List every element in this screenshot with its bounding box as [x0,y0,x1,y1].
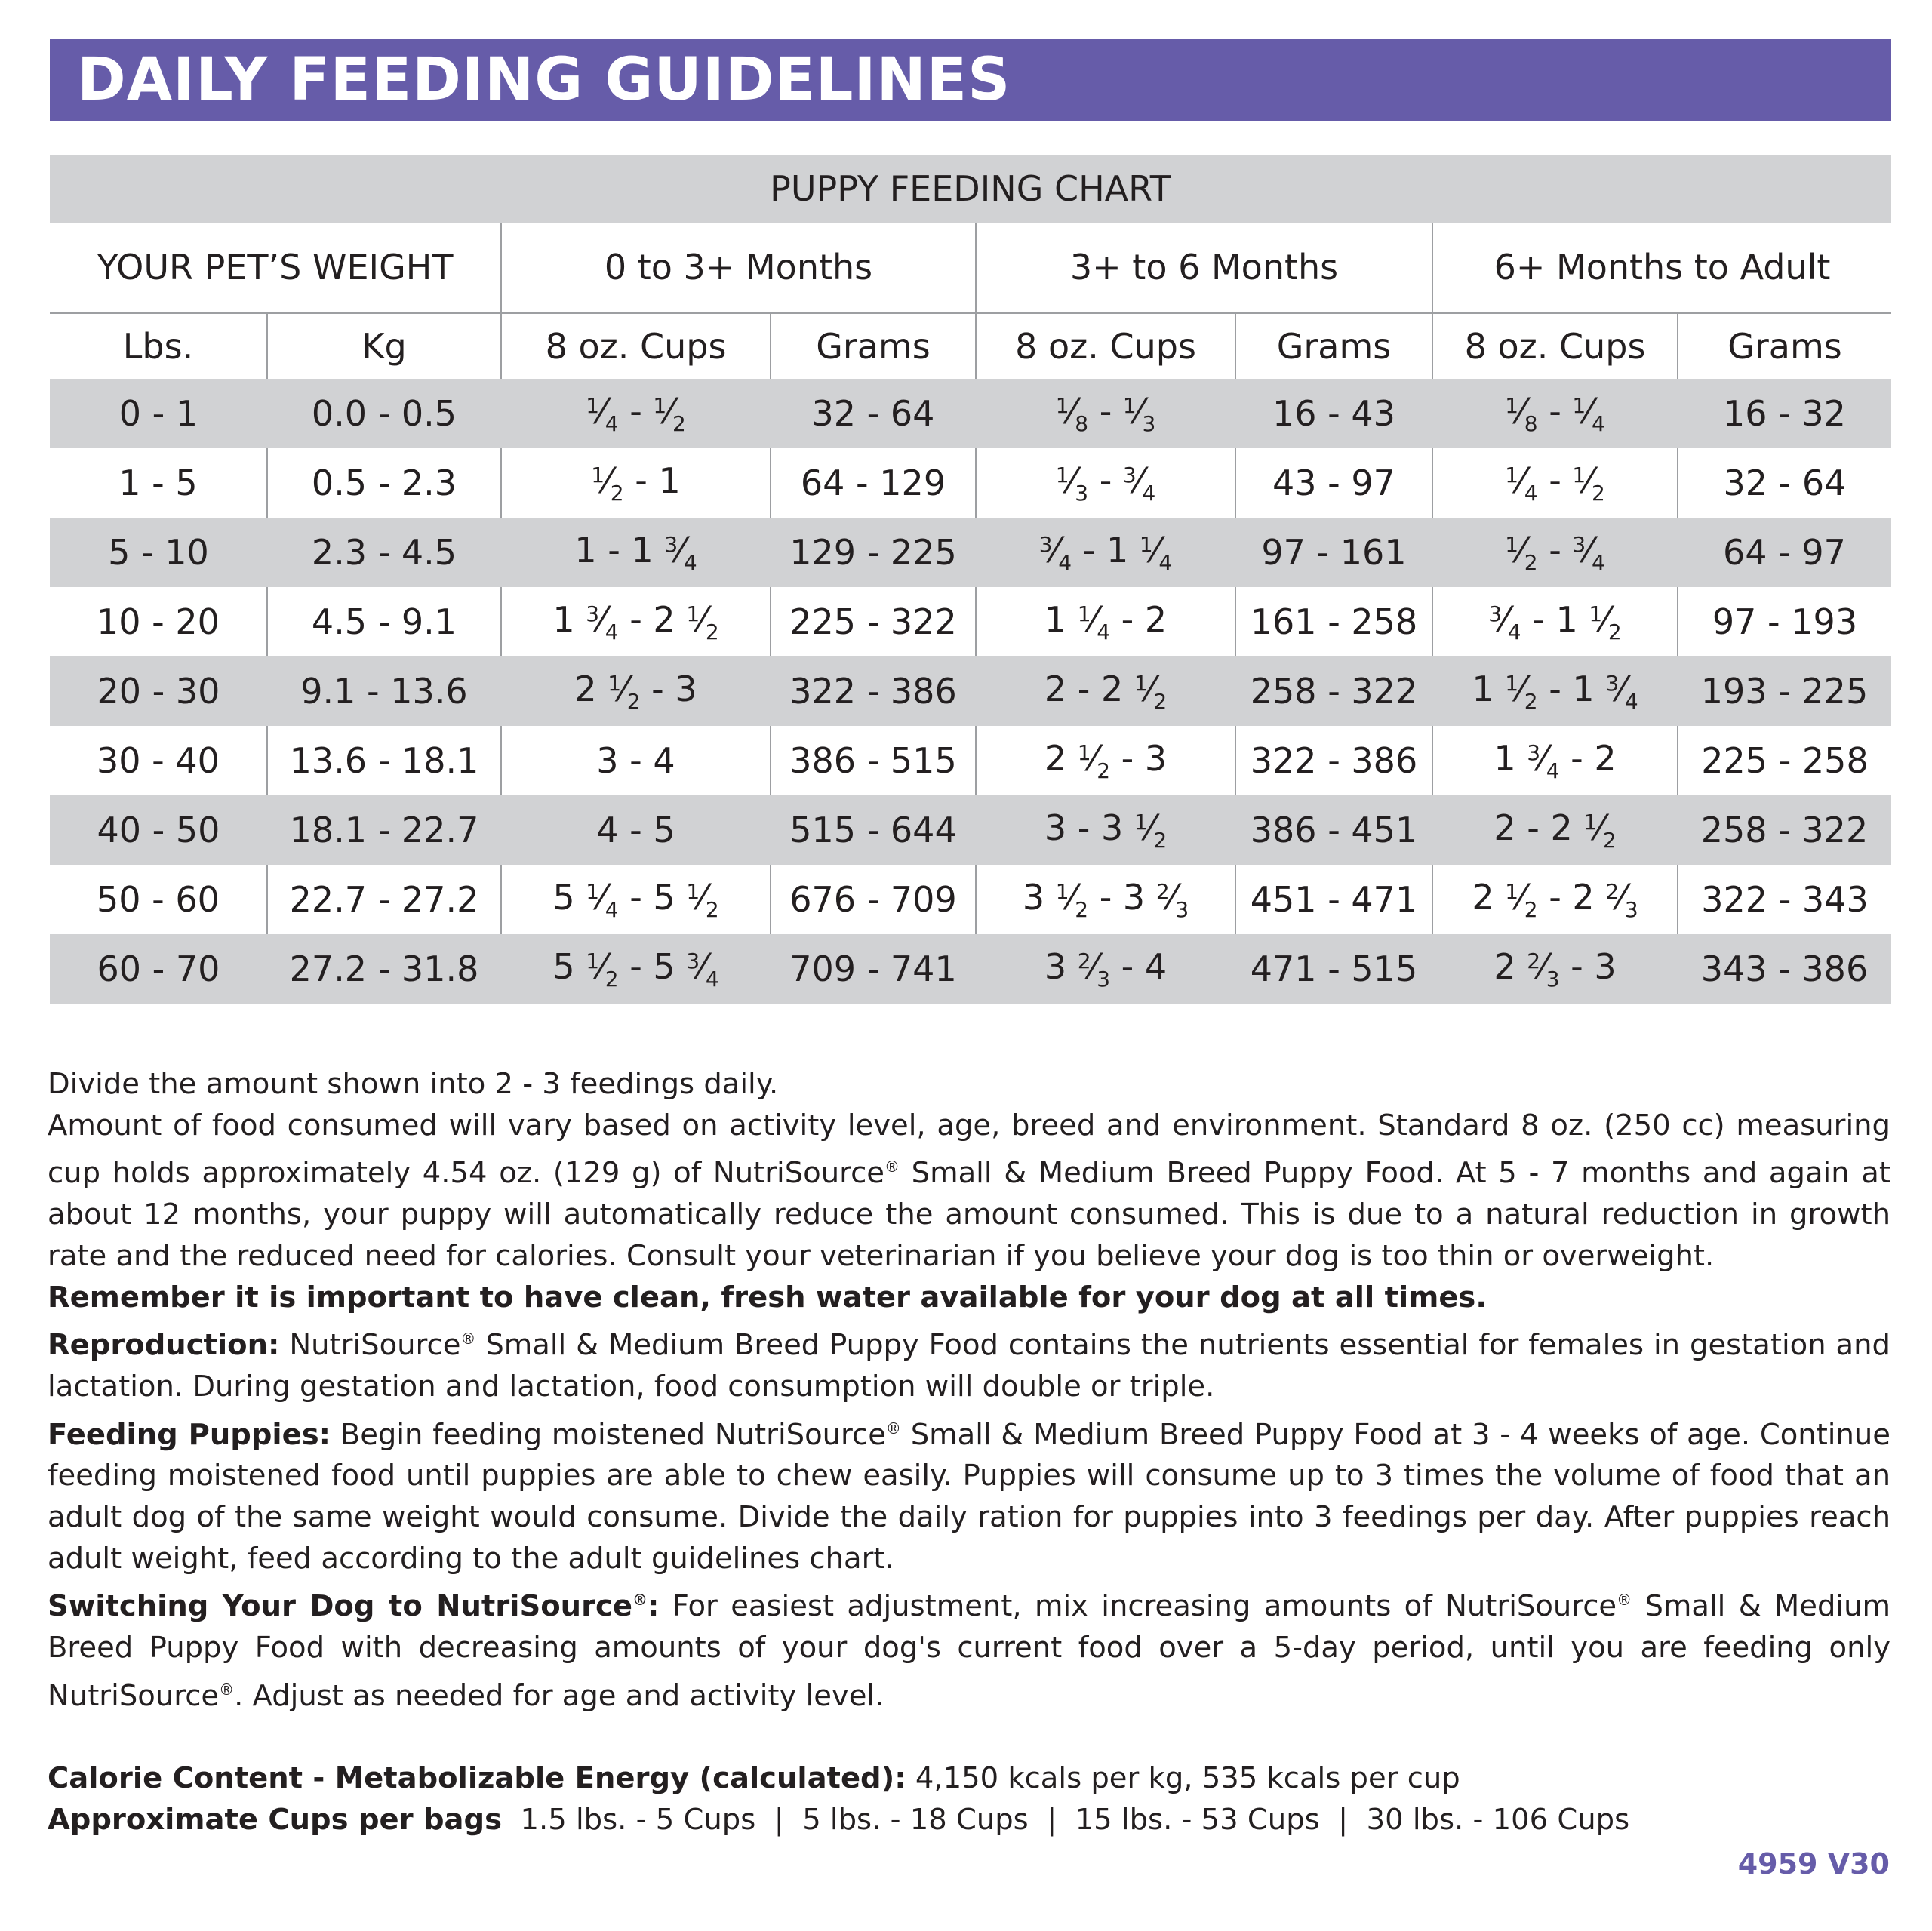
table-cell: $^1⁄_4$ - $^1⁄_2$ [501,379,771,448]
table-row [50,726,1891,795]
puppy-feeding-chart [50,155,1891,1004]
table-cell: 1 - 1 $^3⁄_4$ [501,518,771,587]
page-title: DAILY FEEDING GUIDELINES [77,46,1011,114]
table-cell: 16 - 43 [1235,379,1432,448]
table-cell: $^1⁄_8$ - $^1⁄_4$ [1432,379,1678,448]
table-cell: 1 $^3⁄_4 - 2$ $^1⁄_2$ [501,587,771,656]
table-cell: 5 $^1⁄_2 - 5$ $^3⁄_4$ [501,934,771,1004]
table-cell: 2 $^1⁄_2 - 3$ [501,656,771,726]
product-code: 4959 V30 [1737,1847,1890,1880]
divide-note: Divide the amount shown into 2 - 3 feedings daily. [48,1067,779,1101]
table-cell: 64 - 129 [771,448,976,518]
table-cell: 97 - 161 [1235,518,1432,587]
table-row [50,656,1891,726]
table-cell: 43 - 97 [1235,448,1432,518]
table-cell: 10 - 20 [97,601,220,642]
chart-title: PUPPY FEEDING CHART [50,155,1891,223]
feeding-notes [48,1064,1890,1841]
table-cell: 1 $^3⁄_4 - 2$ [1432,726,1678,795]
table-cell: 1 - 5 [118,463,198,503]
calorie-content: Calorie Content - Metabolizable Energy (calculated): 4,150 kcals per kg, 535 kcals per cup [48,1761,1460,1796]
table-cell: 0.5 - 2.3 [267,448,501,518]
table-cell: 0 - 1 [50,379,267,448]
table-cell: 2 - 2 $^1⁄_2$ [1432,795,1678,865]
registered-mark: ® [1617,1591,1632,1610]
table-cell: 386 - 451 [1235,795,1432,865]
switching-note: Switching Your Dog to NutriSource®: For easiest adjustment, mix increasing amounts of NutriSource® Small & Medium Breed Puppy Food with decreasing amounts of your dog's current food over a 5-day period, until you are feeding only NutriSource®. Adjust as needed for age and activity level. [48,1589,1890,1713]
table-cell: 3 $^2⁄_3 - 4$ [976,934,1235,1004]
table-row [50,518,1891,587]
cups-per-bag: Approximate Cups per bags 1.5 lbs. - 5 Cups | 5 lbs. - 18 Cups | 15 lbs. - 53 Cups | 30 lbs. - 106 Cups [48,1802,1630,1837]
table-cell: 709 - 741 [771,934,976,1004]
reproduction-note: Reproduction: NutriSource® Small & Medium Breed Puppy Food contains the nutrients essential for females in gestation and lactation. During gestation and lactation, food consumption will double or triple. [48,1328,1890,1404]
table-cell: 64 - 97 [1678,518,1891,587]
table-cell: 4 - 5 [501,795,771,865]
registered-mark: ® [632,1591,648,1610]
table-cell: 2 $^2⁄_3 - 3$ [1432,934,1678,1004]
table-cell: $^1⁄_8$ - $^1⁄_3$ [976,379,1235,448]
table-cell: 97 - 193 [1678,587,1891,656]
table-cell: 60 - 70 [50,934,267,1004]
chart-body [50,379,1891,1004]
table-cell: 193 - 225 [1678,656,1891,726]
table-cell: 20 - 30 [50,656,267,726]
table-row [50,448,1891,518]
table-cell: 225 - 322 [771,587,976,656]
table-row [50,795,1891,865]
table-cell: $^3⁄_4 - 1$ $^1⁄_4$ [976,518,1235,587]
table-cell: 2 $^1⁄_2 - 2$ $^2⁄_3$ [1432,865,1678,934]
table-cell: $^1⁄_4$ - $^1⁄_2$ [1432,448,1678,518]
registered-mark: ® [460,1330,476,1348]
table-row [50,865,1891,934]
table-row [50,934,1891,1004]
table-cell: 676 - 709 [771,865,976,934]
table-cell: 343 - 386 [1678,934,1891,1004]
table-cell: 32 - 64 [1678,448,1891,518]
table-cell: 16 - 32 [1678,379,1891,448]
table-cell: 161 - 258 [1235,587,1432,656]
table-cell: 322 - 343 [1678,865,1891,934]
column-header: 8 oz. Cups [501,313,771,380]
table-cell: 451 - 471 [1235,865,1432,934]
table-cell: 13.6 - 18.1 [267,726,501,795]
table-cell: $^3⁄_4 - 1$ $^1⁄_2$ [1432,587,1678,656]
table-cell: 2 $^1⁄_2 - 3$ [976,726,1235,795]
column-header: Grams [1678,313,1891,380]
table-cell: 0.0 - 0.5 [267,379,501,448]
age-group-header: 3+ to 6 Months [976,223,1432,313]
table-cell: 27.2 - 31.8 [267,934,501,1004]
table-cell: 3 - 4 [501,726,771,795]
table-cell: 2 - 2 $^1⁄_2$ [976,656,1235,726]
column-header: Lbs. [122,326,194,367]
column-header: Kg [267,313,501,380]
table-cell: 322 - 386 [771,656,976,726]
age-group-header: 0 to 3+ Months [501,223,976,313]
table-cell: 225 - 258 [1678,726,1891,795]
column-header: Grams [771,313,976,380]
table-cell: 40 - 50 [50,795,267,865]
table-cell: 2.3 - 4.5 [267,518,501,587]
table-cell: 515 - 644 [771,795,976,865]
table-cell: 1 $^1⁄_2 - 1$ $^3⁄_4$ [1432,656,1678,726]
column-header: 8 oz. Cups [1432,313,1678,380]
age-group-header: 6+ Months to Adult [1432,223,1891,313]
table-cell: 471 - 515 [1235,934,1432,1004]
table-cell: $^1⁄_2$ - $^3⁄_4$ [1432,518,1678,587]
table-cell: 5 - 10 [50,518,267,587]
table-cell: 9.1 - 13.6 [267,656,501,726]
table-cell: 30 - 40 [97,740,220,781]
table-cell: 4.5 - 9.1 [267,587,501,656]
table-cell: 3 - 3 $^1⁄_2$ [976,795,1235,865]
water-note: Remember it is important to have clean, fresh water available for your dog at all times. [48,1280,1487,1314]
table-cell: 3 $^1⁄_2 - 3$ $^2⁄_3$ [976,865,1235,934]
registered-mark: ® [885,1419,901,1437]
registered-mark: ® [219,1680,235,1699]
title-banner [50,39,1891,121]
table-cell: 386 - 515 [771,726,976,795]
table-cell: 22.7 - 27.2 [267,865,501,934]
table-cell: 18.1 - 22.7 [267,795,501,865]
feeding-puppies-note: Feeding Puppies: Begin feeding moistened NutriSource® Small & Medium Breed Puppy Food at 3 - 4 weeks of age. Continue feeding moistened food until puppies are able to chew easily. Puppies will consume up to 3 times the volume of food that an adult dog of the same weight would consume. Divide the daily ration for puppies into 3 feedings per day. After puppies reach adult weight, feed according to the adult guidelines chart. [48,1417,1890,1576]
table-cell: 258 - 322 [1235,656,1432,726]
column-header: 8 oz. Cups [976,313,1235,380]
table-cell: $^1⁄_2 - 1$ [501,448,771,518]
table-cell: 258 - 322 [1678,795,1891,865]
table-cell: 129 - 225 [771,518,976,587]
table-cell: 5 $^1⁄_4 - 5$ $^1⁄_2$ [501,865,771,934]
table-cell: 50 - 60 [97,879,220,920]
weight-header: YOUR PET’S WEIGHT [50,223,501,313]
table-cell: $^1⁄_3$ - $^3⁄_4$ [976,448,1235,518]
table-row [50,587,1891,656]
table-cell: 322 - 386 [1235,726,1432,795]
table-cell: 32 - 64 [771,379,976,448]
amount-note: Amount of food consumed will vary based on activity level, age, breed and environment. Standard 8 oz. (250 cc) measuring cup holds approximately 4.54 oz. (129 g) of NutriSource® Small & Medium Breed Puppy Food. At 5 - 7 months and again at about 12 months, your puppy will automatically reduce the amount consumed. This is due to a natural reduction in growth rate and the reduced need for calories. Consult your veterinarian if you believe your dog is too thin or overweight. [48,1108,1890,1273]
registered-mark: ® [884,1158,900,1176]
column-header: Grams [1235,313,1432,380]
table-row [50,379,1891,448]
table-cell: 1 $^1⁄_4 - 2$ [976,587,1235,656]
